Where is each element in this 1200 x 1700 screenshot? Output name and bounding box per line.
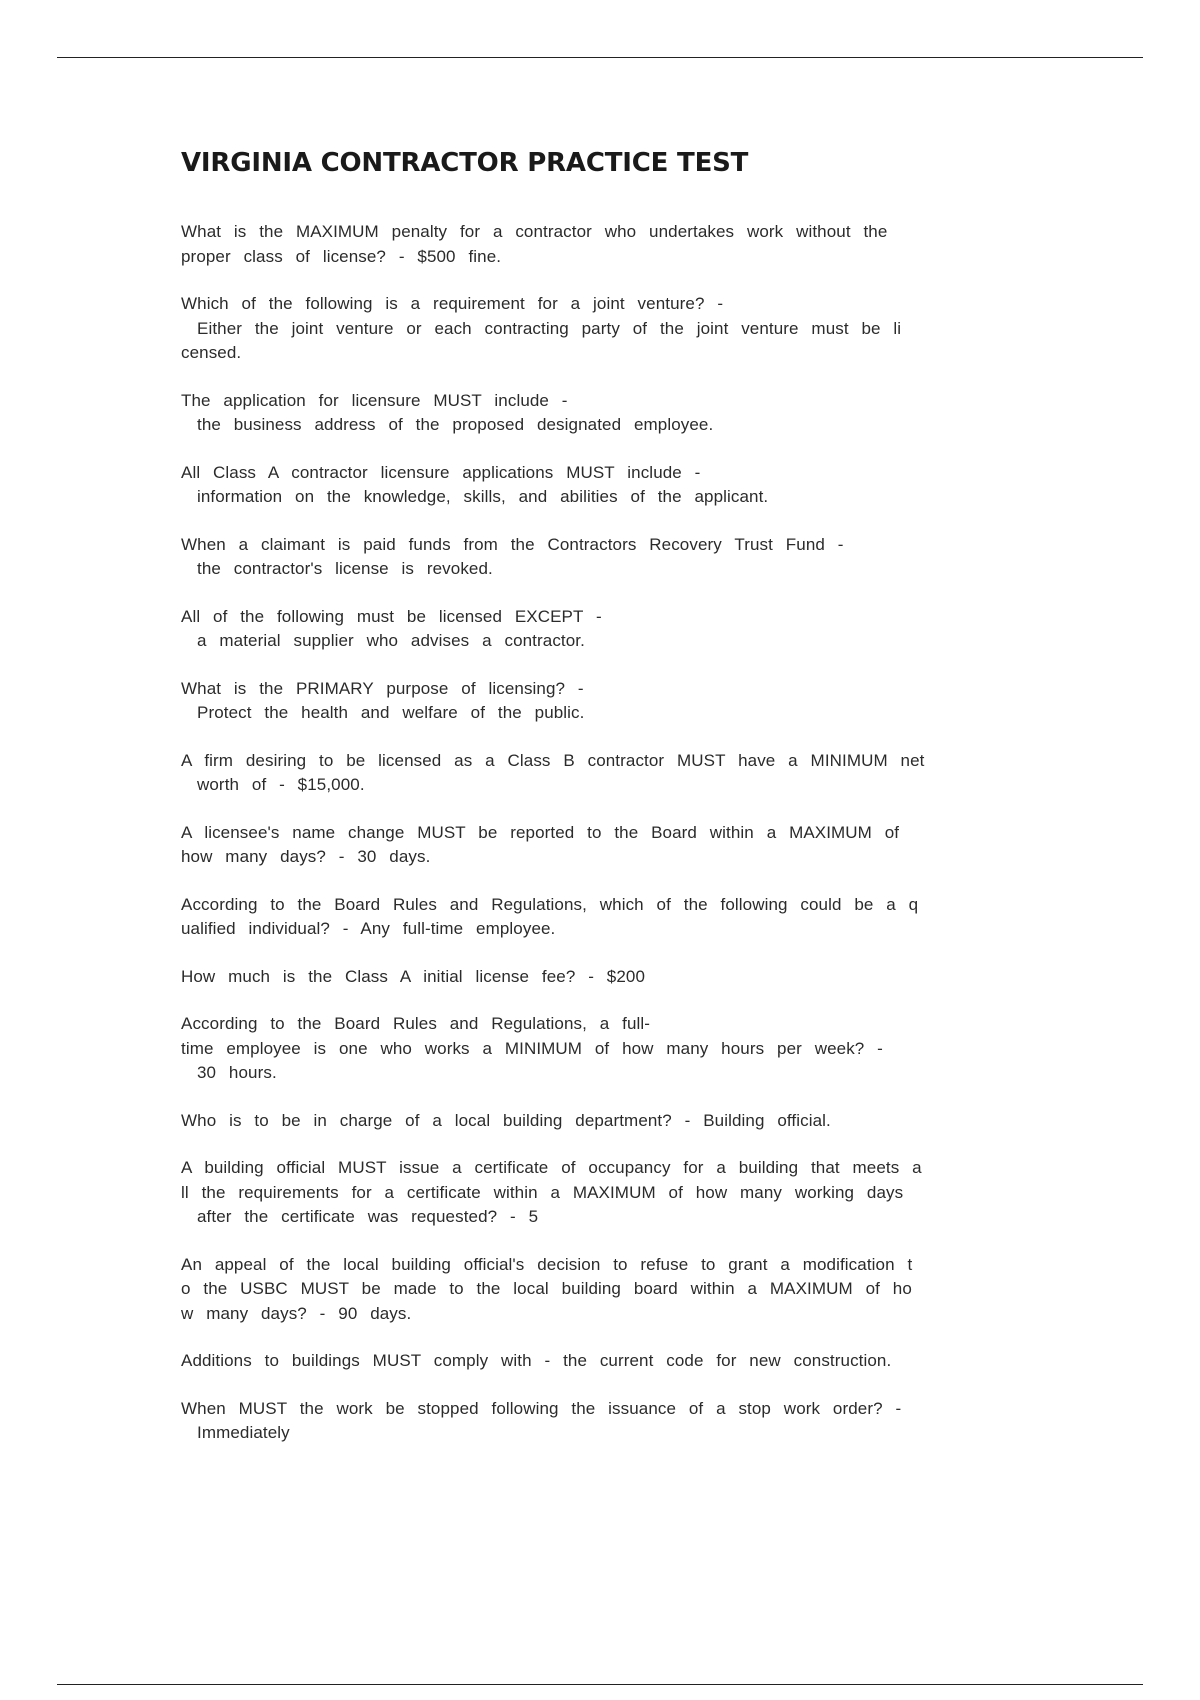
- text-line: censed.: [181, 343, 242, 362]
- text-line: w many days? - 90 days.: [181, 1303, 412, 1323]
- question-answer-item: [181, 461, 1026, 510]
- text-line: Which of the following is a requirement for a joint venture? -: [181, 294, 724, 313]
- text-line: How much is the Class A initial license fee? - $200: [181, 966, 646, 986]
- question-answer-item: [181, 749, 1026, 798]
- question-answer-item: [181, 389, 1026, 438]
- text-line: o the USBC MUST be made to the local building board within a MAXIMUM of ho: [181, 1279, 912, 1298]
- question-answer-item: [181, 677, 1026, 726]
- text-line: When a claimant is paid funds from the Contractors Recovery Trust Fund -: [181, 534, 844, 554]
- text-line: the business address of the proposed designated employee.: [197, 415, 714, 434]
- question-answer-item: [181, 292, 1026, 366]
- text-line: According to the Board Rules and Regulations, a full-: [181, 1014, 651, 1033]
- text-line: information on the knowledge, skills, and abilities of the applicant.: [197, 487, 769, 506]
- text-line: What is the PRIMARY purpose of licensing? -: [181, 678, 584, 698]
- text-line: Protect the health and welfare of the public.: [197, 703, 585, 722]
- question-answer-item: [181, 1349, 1026, 1374]
- text-line: A licensee's name change MUST be reported to the Board within a MAXIMUM of: [181, 822, 900, 842]
- text-line: ualified individual? - Any full-time employee.: [181, 919, 556, 938]
- text-line: Who is to be in charge of a local building department? - Building official.: [181, 1110, 831, 1130]
- text-line: time employee is one who works a MINIMUM of how many hours per week? -: [181, 1038, 883, 1058]
- question-answer-item: [181, 965, 1026, 990]
- text-line: An appeal of the local building official's decision to refuse to grant a modification t: [181, 1254, 913, 1274]
- text-line: the contractor's license is revoked.: [197, 559, 493, 578]
- text-line: All Class A contractor licensure applications MUST include -: [181, 462, 701, 482]
- text-line: after the certificate was requested? - 5: [197, 1207, 539, 1226]
- question-answer-item: [181, 1156, 1026, 1230]
- text-line: The application for licensure MUST include -: [181, 390, 568, 410]
- text-line: Either the joint venture or each contracting party of the joint venture must be li: [197, 318, 902, 338]
- text-line: proper class of license? - $500 fine.: [181, 246, 502, 266]
- text-line: When MUST the work be stopped following the issuance of a stop work order? -: [181, 1398, 902, 1418]
- question-answer-item: [181, 533, 1026, 582]
- text-line: 30 hours.: [197, 1063, 277, 1082]
- bottom-rule: [57, 1684, 1143, 1685]
- text-line: A firm desiring to be licensed as a Class B contractor MUST have a MINIMUM net: [181, 750, 925, 770]
- text-line: All of the following must be licensed EXCEPT -: [181, 606, 602, 626]
- question-answer-item: [181, 1012, 1026, 1086]
- text-line: Additions to buildings MUST comply with - the current code for new construction.: [181, 1351, 892, 1370]
- document-title: VIRGINIA CONTRACTOR PRACTICE TEST: [181, 148, 749, 178]
- question-list: [181, 220, 1026, 1446]
- text-line: What is the MAXIMUM penalty for a contractor who undertakes work without the: [181, 222, 888, 241]
- question-answer-item: [181, 1109, 1026, 1134]
- question-answer-item: [181, 821, 1026, 870]
- text-line: worth of - $15,000.: [197, 775, 365, 794]
- text-line: A building official MUST issue a certificate of occupancy for a building that meets a: [181, 1158, 922, 1177]
- question-answer-item: [181, 220, 1026, 269]
- text-line: ll the requirements for a certificate within a MAXIMUM of how many working days: [181, 1182, 904, 1202]
- text-line: a material supplier who advises a contractor.: [197, 631, 585, 650]
- question-answer-item: [181, 893, 1026, 942]
- question-answer-item: [181, 605, 1026, 654]
- document-body: [181, 148, 1026, 1469]
- question-answer-item: [181, 1253, 1026, 1327]
- text-line: Immediately: [197, 1423, 290, 1442]
- top-rule: [57, 57, 1143, 58]
- question-answer-item: [181, 1397, 1026, 1446]
- text-line: According to the Board Rules and Regulations, which of the following could be a q: [181, 894, 919, 914]
- text-line: how many days? - 30 days.: [181, 847, 431, 866]
